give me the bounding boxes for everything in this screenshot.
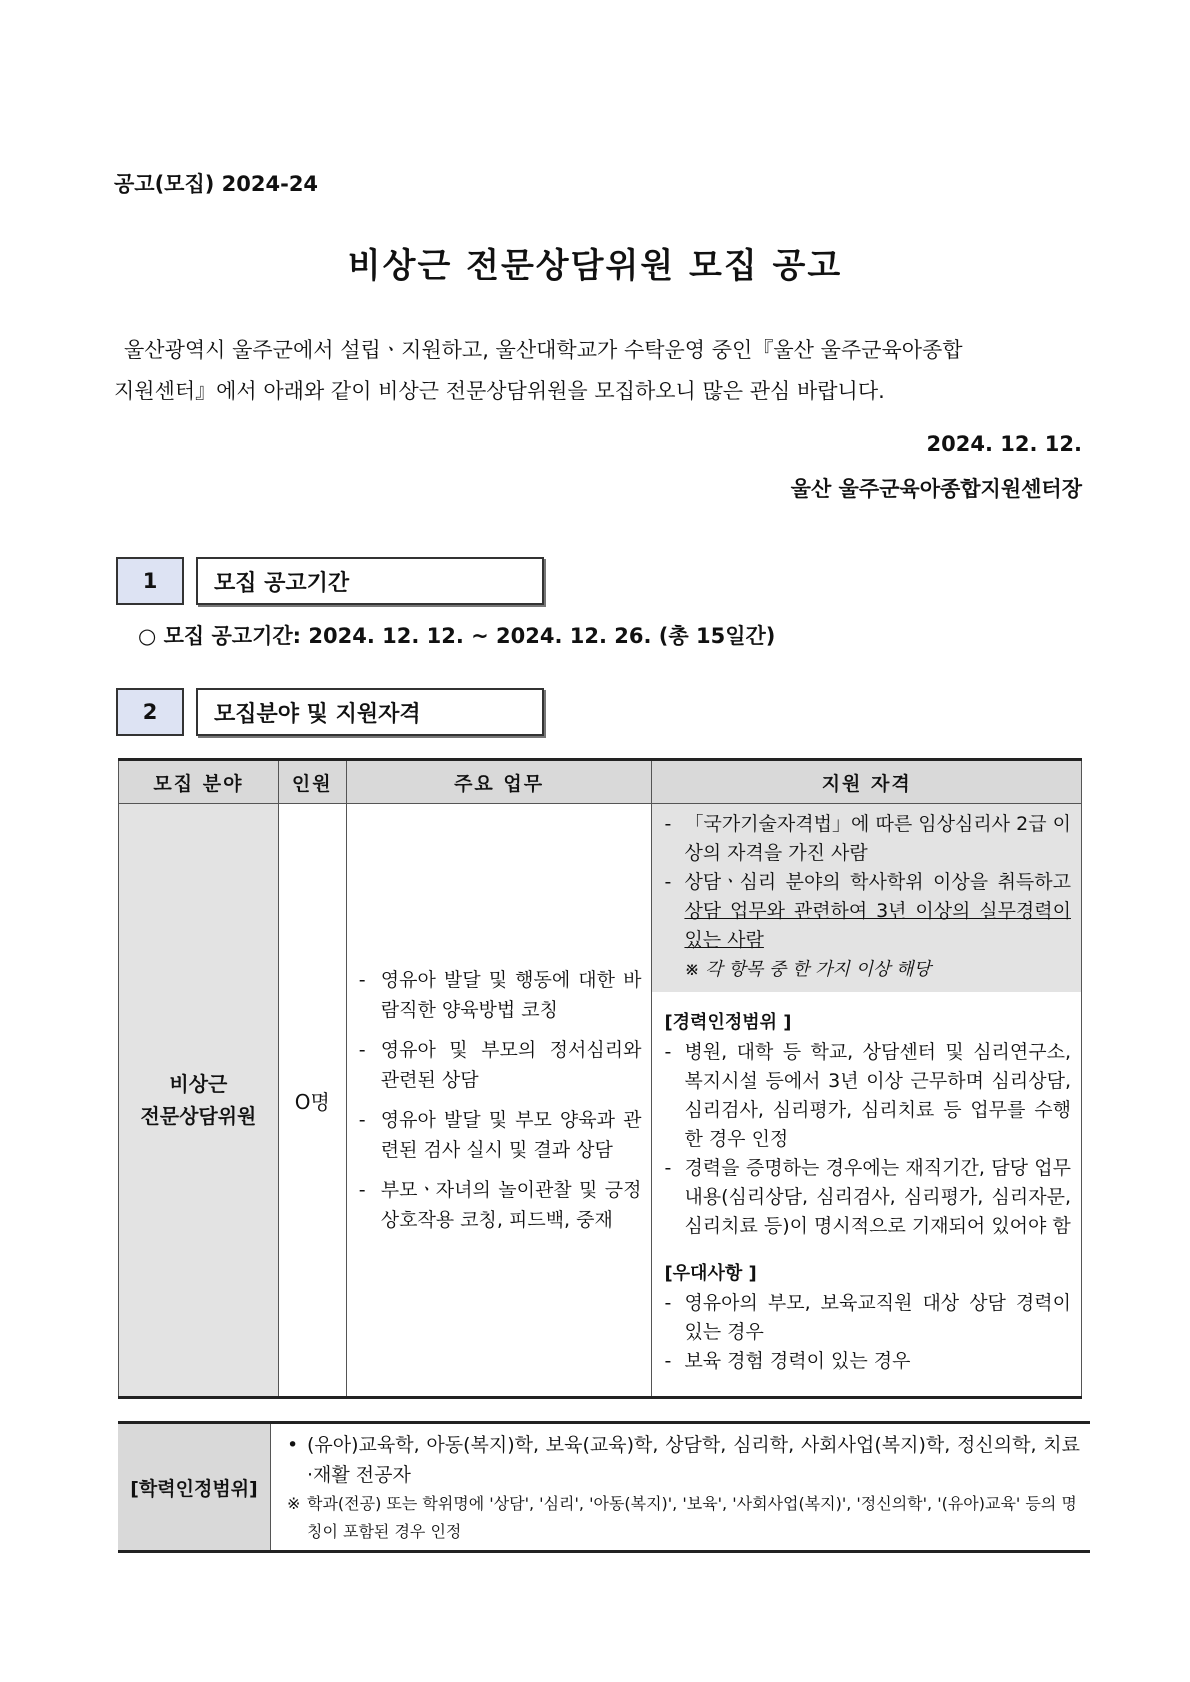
intro-line-2: 지원센터』에서 아래와 같이 비상근 전문상담위원을 모집하오니 많은 관심 바랍니다. — [114, 379, 885, 403]
qualifications-cell — [652, 804, 1082, 1398]
section-2-title: 모집분야 및 지원자격 — [196, 688, 544, 736]
education-note: ※ 학과(전공) 또는 학위명에 '상담', '심리', '아동(복지)', '보육', '사회사업(복지)', '정신의학', '(유아)교육' 등의 명칭이 포함된 경우 인정 — [287, 1494, 1077, 1541]
qualification-item: - 「국가기술자격법」에 따른 임상심리사 2급 이상의 자격을 가진 사람 — [664, 813, 1071, 864]
education-body — [271, 1423, 1091, 1552]
duties-cell — [346, 804, 652, 1398]
field-line-2: 전문상담위원 — [140, 1104, 257, 1128]
career-item: - 병원, 대학 등 학교, 상담센터 및 심리연구소, 복지시설 등에서 3년 이상 근무하며 심리상담, 심리검사, 심리평가, 심리치료 등 업무를 수행한 경우 인정 — [664, 1041, 1071, 1150]
career-heading: [경력인정범위 ] — [664, 1012, 792, 1033]
preference-item: - 보육 경험 경력이 있는 경우 — [664, 1350, 911, 1372]
notice-date: 2024. 12. 12. — [926, 432, 1082, 456]
qualification-requirements — [652, 804, 1081, 992]
duty-item: - 영유아 발달 및 부모 양육과 관련된 검사 실시 및 결과 상담 — [358, 1109, 642, 1161]
table-header-row — [119, 760, 1082, 804]
education-table — [118, 1421, 1090, 1553]
career-and-preference — [652, 992, 1081, 1384]
intro-paragraph — [114, 330, 1082, 412]
section-1-number: 1 — [116, 557, 184, 605]
header-field: 모집 분야 — [119, 760, 279, 804]
duty-item: - 부모ㆍ자녀의 놀이관찰 및 긍정 상호작용 코칭, 피드백, 중재 — [358, 1179, 642, 1231]
career-item: - 경력을 증명하는 경우에는 재직기간, 담당 업무 내용(심리상담, 심리검사, 심리평가, 심리자문, 심리치료 등)이 명시적으로 기재되어 있어야 함 — [664, 1157, 1071, 1237]
intro-line-1: 울산광역시 울주군에서 설립ㆍ지원하고, 울산대학교가 수탁운영 중인『울산 울주군육아종합 — [124, 338, 963, 362]
education-majors: • (유아)교육학, 아동(복지)학, 보육(교육)학, 상담학, 심리학, 사회사업(복지)학, 정신의학, 치료·재활 전공자 — [287, 1434, 1080, 1486]
education-label: [학력인정범위] — [118, 1423, 271, 1552]
table-row — [119, 804, 1082, 1398]
section-2-number: 2 — [116, 688, 184, 736]
header-count: 인원 — [278, 760, 346, 804]
table-row — [118, 1423, 1090, 1552]
issuer: 울산 울주군육아종합지원센터장 — [790, 477, 1082, 501]
duty-item: - 영유아 발달 및 행동에 대한 바람직한 양육방법 코칭 — [358, 969, 642, 1021]
document-title: 비상근 전문상담위원 모집 공고 — [347, 246, 843, 286]
duty-item: - 영유아 및 부모의 정서심리와 관련된 상담 — [358, 1039, 642, 1091]
notice-number: 공고(모집) 2024-24 — [114, 172, 319, 196]
field-cell — [119, 804, 279, 1398]
header-duties: 주요 업무 — [346, 760, 652, 804]
section-1-title: 모집 공고기간 — [196, 557, 544, 605]
preference-item: - 영유아의 부모, 보육교직원 대상 상담 경력이 있는 경우 — [664, 1292, 1071, 1343]
qualification-note: ※ 각 항목 중 한 가지 이상 해당 — [684, 959, 931, 980]
count-cell: O명 — [278, 804, 346, 1398]
header-qualifications: 지원 자격 — [652, 760, 1082, 804]
recruitment-table — [118, 758, 1082, 1399]
qualification-item: - 상담ㆍ심리 분야의 학사학위 이상을 취득하고 상담 업무와 관련하여 3년 이상의 실무경력이 있는 사람 — [664, 871, 1071, 951]
recruitment-period: ○ 모집 공고기간: 2024. 12. 12. ~ 2024. 12. 26. (총 15일간) — [138, 624, 776, 648]
field-line-1: 비상근 — [169, 1072, 228, 1096]
preference-heading: [우대사항 ] — [664, 1263, 757, 1284]
